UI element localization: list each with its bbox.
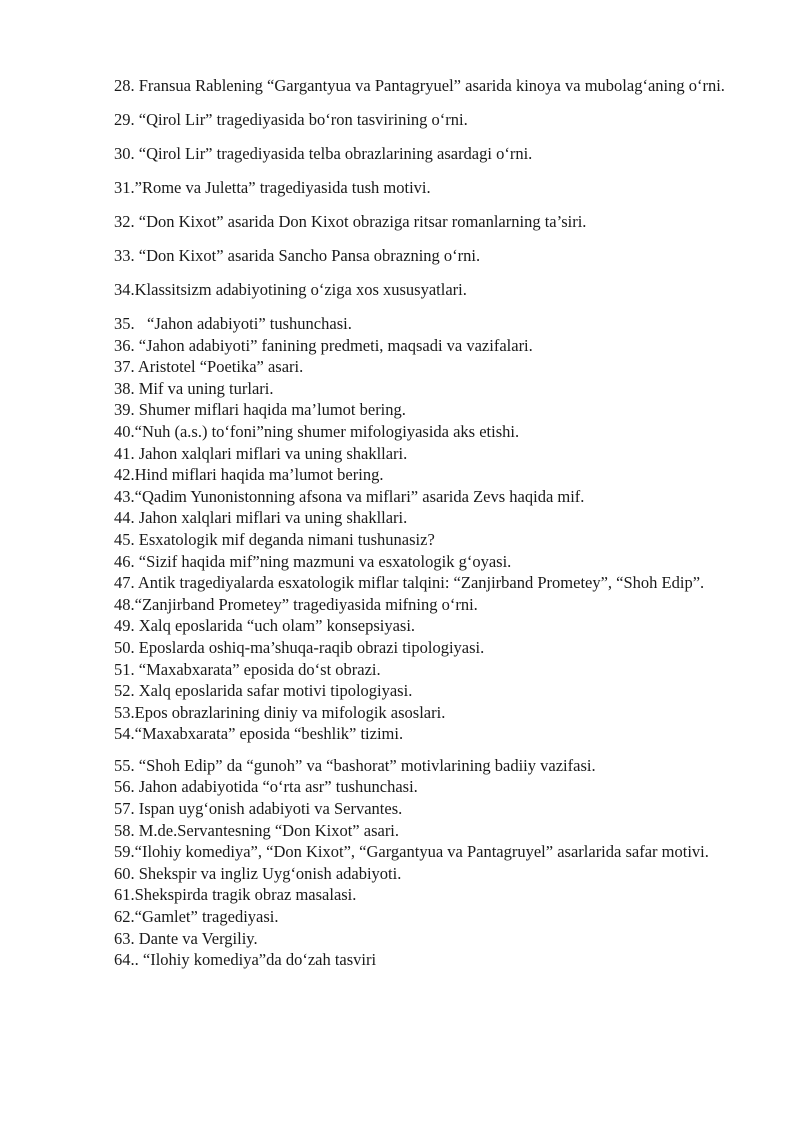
question-30: 30. “Qirol Lir” tragediyasida telba obrazlarining asardagi o‘rni. (114, 144, 533, 163)
question-63: 63. Dante va Vergiliy. (114, 928, 258, 948)
question-56: 56. Jahon adabiyotida “o‘rta asr” tushunchasi. (114, 777, 418, 797)
question-44: 44. Jahon xalqlari miflari va uning shakllari. (114, 508, 408, 528)
question-36: 36. “Jahon adabiyoti” fanining predmeti, maqsadi va vazifalari. (114, 335, 533, 355)
question-61: 61.Shekspirda tragik obraz masalasi. (114, 885, 357, 905)
question-28: 28. Fransua Rablening “Gargantyua va Pantagryuel” asarida kinoya va mubolag‘aning o‘rni. (114, 76, 725, 95)
question-45: 45. Esxatologik mif deganda nimani tushunasiz? (114, 529, 435, 549)
question-38: 38. Mif va uning turlari. (114, 378, 274, 398)
question-49: 49. Xalq eposlarida “uch olam” konsepsiyasi. (114, 616, 416, 636)
question-32: 32. “Don Kixot” asarida Don Kixot obraziga ritsar romanlarning ta’siri. (114, 212, 587, 231)
question-53: 53.Epos obrazlarining diniy va mifologik asoslari. (114, 702, 446, 722)
question-29: 29. “Qirol Lir” tragediyasida bo‘ron tasvirining o‘rni. (114, 110, 468, 129)
question-57: 57. Ispan uyg‘onish adabiyoti va Servantes. (114, 799, 403, 819)
question-33: 33. “Don Kixot” asarida Sancho Pansa obrazning o‘rni. (114, 246, 481, 265)
question-43: 43.“Qadim Yunonistonning afsona va miflari” asarida Zevs haqida mif. (114, 486, 585, 506)
question-list (114, 75, 742, 971)
question-60: 60. Shekspir va ingliz Uyg‘onish adabiyoti. (114, 863, 402, 883)
question-31: 31.”Rome va Juletta” tragediyasida tush motivi. (114, 178, 431, 197)
question-42: 42.Hind miflari haqida ma’lumot bering. (114, 465, 384, 485)
question-62: 62.“Gamlet” tragediyasi. (114, 907, 279, 927)
question-52: 52. Xalq eposlarida safar motivi tipologiyasi. (114, 681, 413, 701)
question-50: 50. Eposlarda oshiq-ma’shuqa-raqib obrazi tipologiyasi. (114, 637, 485, 657)
question-34: 34.Klassitsizm adabiyotining o‘ziga xos xususyatlari. (114, 280, 467, 299)
question-64: 64.. “Ilohiy komediya”da do‘zah tasviri (114, 950, 377, 970)
question-46: 46. “Sizif haqida mif”ning mazmuni va esxatologik g‘oyasi. (114, 551, 512, 571)
question-47: 47. Antik tragediyalarda esxatologik miflar talqini: “Zanjirband Prometey”, “Shoh Edip”. (114, 573, 705, 593)
question-55: 55. “Shoh Edip” da “gunoh” va “bashorat” motivlarining badiiy vazifasi. (114, 755, 596, 775)
question-51: 51. “Maxabxarata” eposida do‘st obrazi. (114, 659, 381, 679)
question-35: 35. “Jahon adabiyoti” tushunchasi. (114, 314, 352, 333)
question-58: 58. M.de.Servantesning “Don Kixot” asari. (114, 820, 400, 840)
question-39: 39. Shumer miflari haqida ma’lumot bering. (114, 400, 406, 420)
question-54: 54.“Maxabxarata” eposida “beshlik” tizimi. (114, 724, 404, 744)
question-48: 48.“Zanjirband Prometey” tragediyasida mifning o‘rni. (114, 594, 478, 614)
question-40: 40.“Nuh (a.s.) to‘foni”ning shumer mifologiyasida aks etishi. (114, 421, 520, 441)
question-37: 37. Aristotel “Poetika” asari. (114, 357, 304, 377)
question-41: 41. Jahon xalqlari miflari va uning shakllari. (114, 443, 408, 463)
question-59: 59.“Ilohiy komediya”, “Don Kixot”, “Gargantyua va Pantagruyel” asarlarida safar motivi. (114, 842, 709, 862)
